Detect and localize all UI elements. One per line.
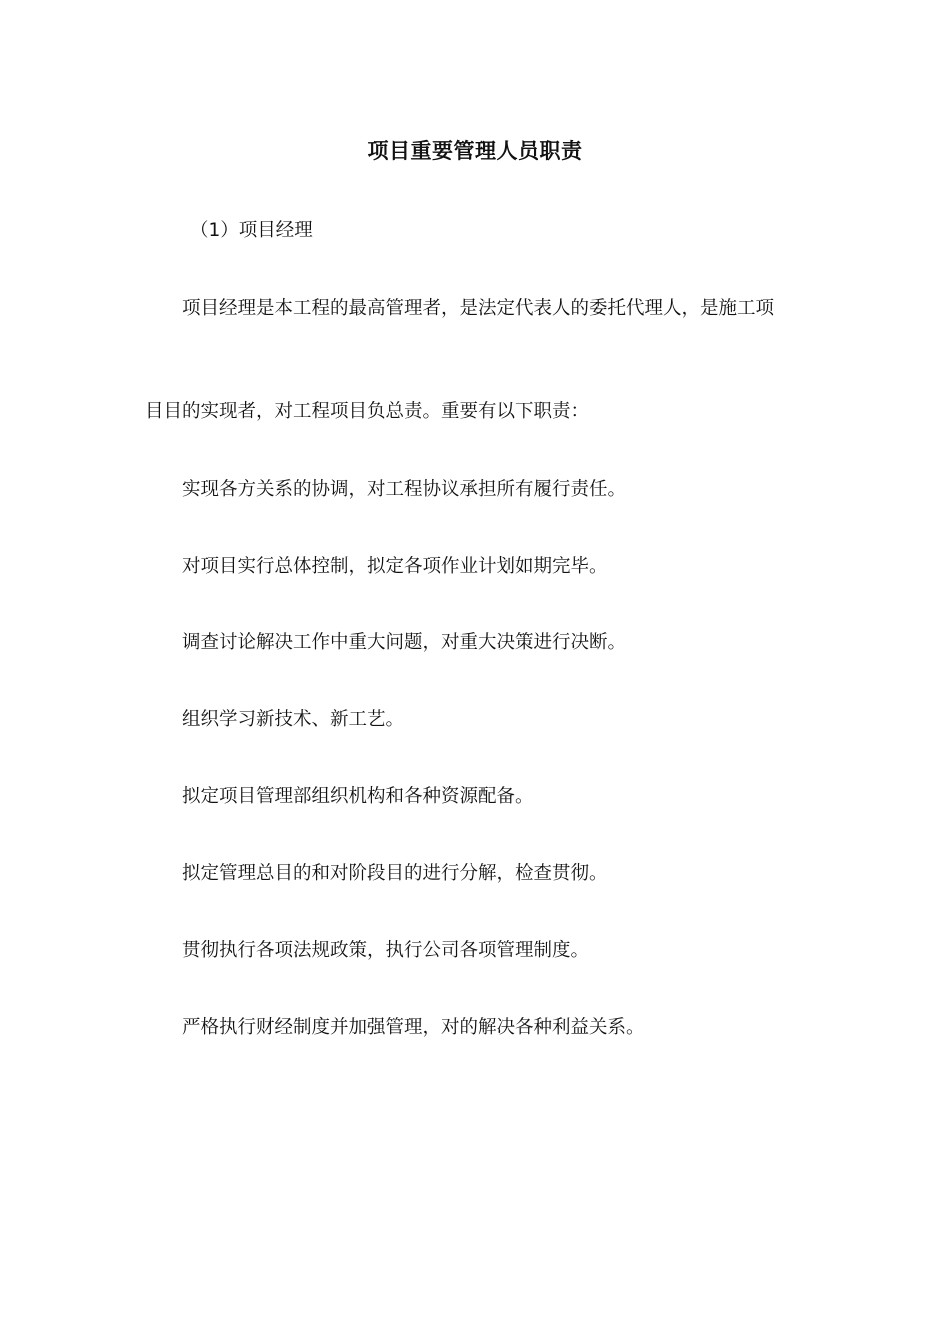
duty-item-5: 拟定项目管理部组织机构和各种资源配备。	[182, 786, 534, 807]
document-title: 项目重要管理人员职责	[367, 139, 583, 163]
duty-item-3: 调查讨论解决工作中重大问题，对重大决策进行决断。	[182, 632, 627, 653]
intro-paragraph-line-2: 目目的实现者，对工程项目负总责。重要有以下职责：	[145, 401, 590, 422]
duty-item-7: 贯彻执行各项法规政策，执行公司各项管理制度。	[182, 940, 590, 961]
section-heading: （1）项目经理	[190, 220, 313, 241]
duty-item-6: 拟定管理总目的和对阶段目的进行分解，检查贯彻。	[182, 863, 608, 884]
duty-item-1: 实现各方关系的协调，对工程协议承担所有履行责任。	[182, 479, 627, 500]
intro-paragraph-line-1: 项目经理是本工程的最高管理者，是法定代表人的委托代理人，是施工项	[182, 298, 775, 319]
duty-item-2: 对项目实行总体控制，拟定各项作业计划如期完毕。	[182, 556, 608, 577]
duty-item-4: 组织学习新技术、新工艺。	[182, 709, 405, 730]
duty-item-8: 严格执行财经制度并加强管理，对的解决各种利益关系。	[182, 1017, 645, 1038]
